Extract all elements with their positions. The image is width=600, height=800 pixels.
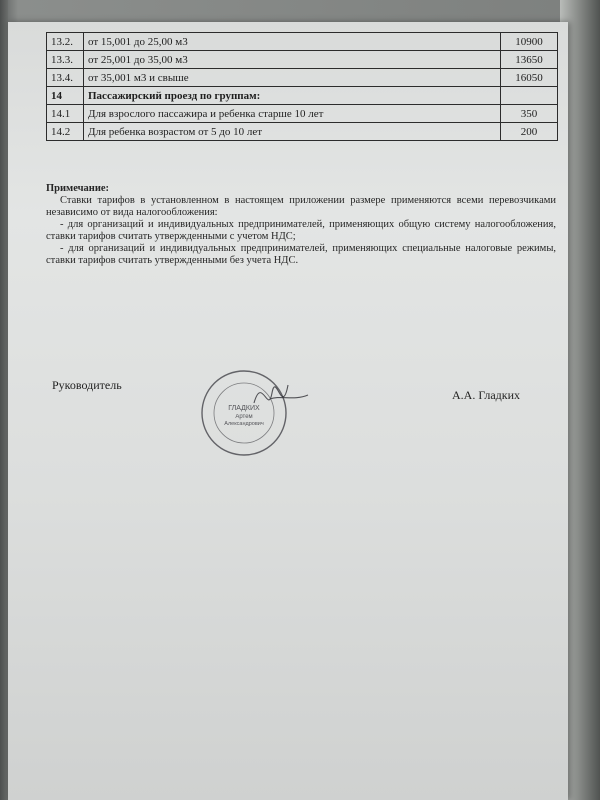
note-title: Примечание: [46,183,110,194]
row-description: Пассажирский проезд по группам: [84,87,501,105]
row-value: 13650 [501,51,558,69]
signature-role: Руководитель [52,378,122,392]
row-description: Для взрослого пассажира и ребенка старше 10 лет [84,105,501,123]
svg-text:Артем: Артем [235,414,253,420]
row-number: 13.2. [47,33,84,51]
row-description: от 15,001 до 25,00 м3 [84,33,501,51]
row-value: 10900 [501,33,558,51]
table-row [47,87,558,105]
tariff-table [46,32,558,141]
row-number: 14.1 [47,105,84,123]
row-value: 350 [501,105,558,123]
svg-text:Александрович: Александрович [224,421,264,427]
left-edge [0,0,8,800]
note-paragraph-1: Ставки тарифов в установленном в настоящем приложении размере применяются всеми перевозчиками независимо от вида налогообложения: [46,195,556,218]
note-paragraph-2: - для организаций и индивидуальных предпринимателей, применяющих общую систему налогообложения, ставки тарифов считать утвержденными с учетом НДС; [46,219,556,242]
row-number: 13.4. [47,69,84,87]
table-row [47,105,558,123]
svg-text:ГЛАДКИХ: ГЛАДКИХ [228,405,260,412]
signature-name: А.А. Гладких [452,388,521,402]
table-row [47,33,558,51]
row-number: 14.2 [47,123,84,141]
row-description: Для ребенка возрастом от 5 до 10 лет [84,123,501,141]
row-description: от 25,001 до 35,00 м3 [84,51,501,69]
row-value: 200 [501,123,558,141]
row-number: 14 [47,87,84,105]
note-block [46,183,556,267]
row-value: 16050 [501,69,558,87]
row-value [501,87,558,105]
note-paragraph-3: - для организаций и индивидуальных предпринимателей, применяющих специальные налоговые режимы, ставки тарифов считать утвержденными без учета НДС. [46,243,556,266]
row-description: от 35,001 м3 и свыше [84,69,501,87]
table-row [47,51,558,69]
table-row [47,69,558,87]
stamp-seal [196,355,314,467]
table-row [47,123,558,141]
row-number: 13.3. [47,51,84,69]
